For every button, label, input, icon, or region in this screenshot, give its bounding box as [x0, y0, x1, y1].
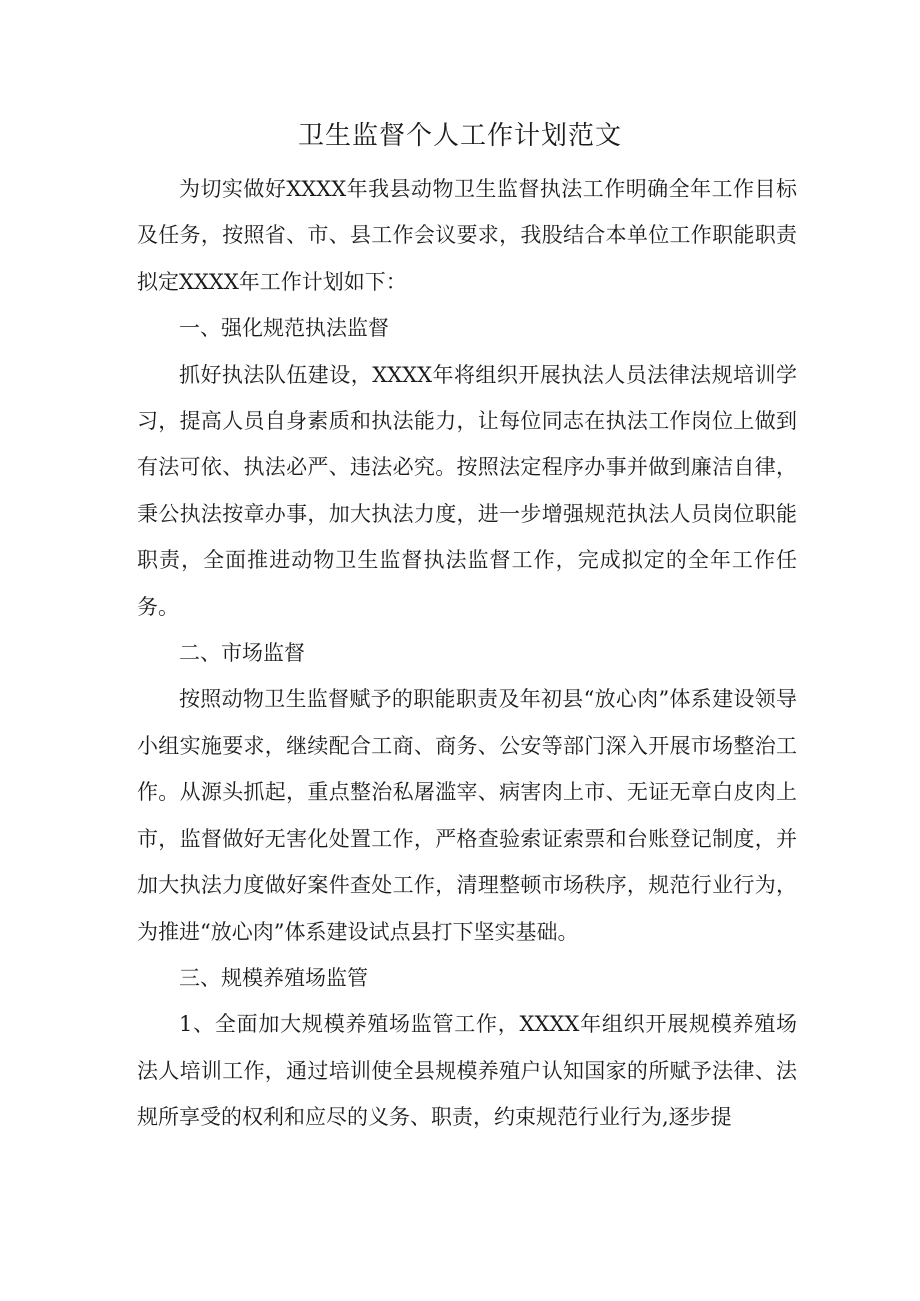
body-paragraph: 按照动物卫生监督赋予的职能职责及年初县“放心肉”体系建设领导小组实施要求，继续配合工商、商务、公安等部门深入开展市场整治工作。从源头抓起，重点整治私屠滥宰、病害肉上市、无证无章白皮肉上市，监督做好无害化处置工作，严格查验索证索票和台账登记制度，并加大执法力度做好案件查处工作，清理整顿市场秩序，规范行业行为，为推进“放心肉”体系建设试点县打下坚实基础。	[137, 687, 797, 944]
document-body	[137, 166, 797, 1141]
section-heading-1: 一、强化规范执法监督	[179, 316, 389, 341]
intro-paragraph: 为切实做好XXXX年我县动物卫生监督执法工作明确全年工作目标及任务，按照省、市、县工作会议要求，我股结合本单位工作职能职责拟定XXXX年工作计划如下：	[137, 177, 797, 294]
section-heading-3: 三、规模养殖场监管	[179, 965, 368, 990]
body-paragraph: 1、全面加大规模养殖场监管工作，XXXX年组织开展规模养殖场法人培训工作，通过培训使全县规模养殖户认知国家的所赋予法律、法规所享受的权利和应尽的义务、职责，约束规范行业行为,逐步提	[137, 1012, 797, 1130]
document-title: 卫生监督个人工作计划范文	[297, 121, 622, 151]
section-heading-2: 二、市场监督	[179, 641, 305, 666]
body-paragraph: 抓好执法队伍建设，XXXX年将组织开展执法人员法律法规培训学习，提高人员自身素质和执法能力，让每位同志在执法工作岗位上做到有法可依、执法必严、违法必究。按照法定程序办事并做到廉洁自律，秉公执法按章办事，加大执法力度，进一步增强规范执法人员岗位职能职责，全面推进动物卫生监督执法监督工作，完成拟定的全年工作任务。	[137, 362, 797, 619]
